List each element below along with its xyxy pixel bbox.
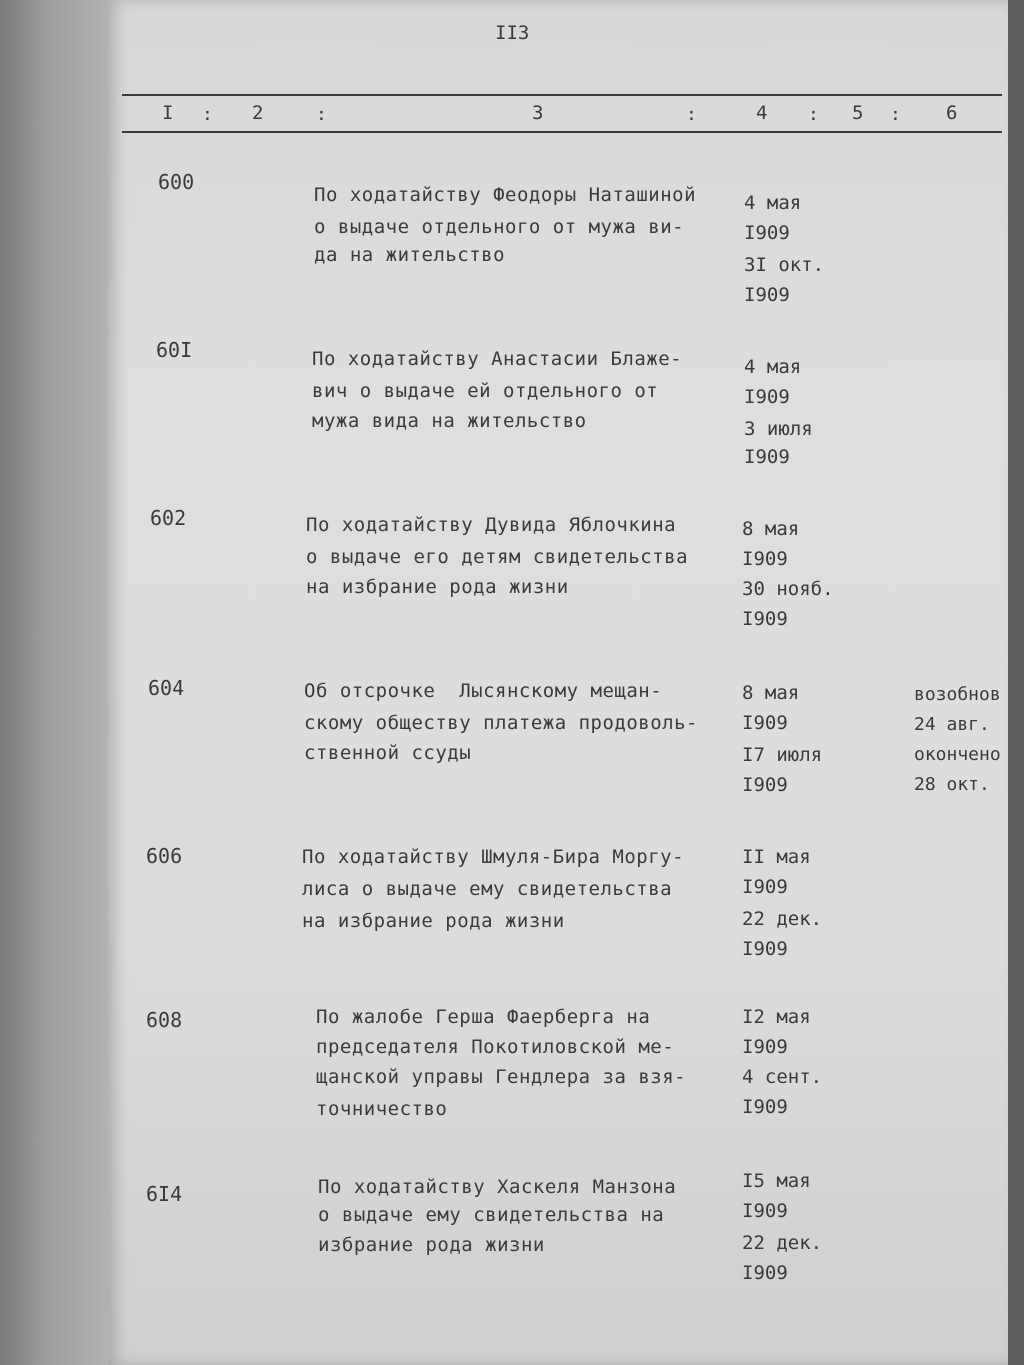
column-separator: : <box>686 104 697 125</box>
entry-start-date: 8 мая <box>742 682 800 704</box>
entry-note-line: 24 авг. <box>914 714 990 735</box>
entry-title-line: мужа вида на жительство <box>312 410 587 432</box>
entry-title-line: о выдаче ему свидетельства на <box>318 1204 665 1226</box>
entry-note-line: окончено <box>914 744 1001 765</box>
entry-start-date: I5 мая <box>742 1170 811 1192</box>
entry-number: 602 <box>150 506 187 530</box>
entry-start-date: 4 мая <box>744 192 802 214</box>
entry-start-year: I909 <box>742 876 788 898</box>
entry-end-date: 3I окт. <box>744 254 825 276</box>
entry-start-year: I909 <box>742 1036 788 1058</box>
entry-end-date: 3 июля <box>744 418 813 440</box>
entry-title-line: вич о выдаче ей отдельного от <box>312 380 659 402</box>
entry-end-date: I7 июля <box>742 744 823 766</box>
entry-title-line: По жалобе Герша Фаерберга на <box>316 1006 651 1028</box>
entry-title-line: на избрание рода жизни <box>302 910 565 932</box>
page-number: II3 <box>495 22 530 44</box>
entry-title-line: По ходатайству Феодоры Наташиной <box>314 184 697 206</box>
entry-end-year: I909 <box>744 446 790 468</box>
entry-title-line: точничество <box>316 1098 448 1120</box>
entry-start-year: I909 <box>742 548 788 570</box>
entry-title-line: По ходатайству Анастасии Блаже- <box>312 348 683 370</box>
column-header-5: 5 <box>852 102 864 124</box>
entry-note-line: возобнов <box>914 684 1001 705</box>
entry-number: 60I <box>156 338 193 362</box>
entry-end-date: 22 дек. <box>742 1232 823 1254</box>
entry-start-year: I909 <box>742 1200 788 1222</box>
book-binding-gutter <box>0 0 112 1365</box>
column-header-6: 6 <box>946 102 958 124</box>
entry-number: 608 <box>146 1008 183 1032</box>
entry-title-line: на избрание рода жизни <box>306 576 569 598</box>
entry-start-date: 4 мая <box>744 356 802 378</box>
entry-end-year: I909 <box>744 284 790 306</box>
column-separator: : <box>316 104 327 125</box>
page-edge-shadow <box>1008 0 1024 1365</box>
entry-start-year: I909 <box>742 712 788 734</box>
entry-title-line: скому обществу платежа продоволь- <box>304 712 698 734</box>
entry-end-year: I909 <box>742 608 788 630</box>
entry-start-date: I2 мая <box>742 1006 811 1028</box>
entry-number: 604 <box>148 676 185 700</box>
entry-end-year: I909 <box>742 774 788 796</box>
entry-end-year: I909 <box>742 1096 788 1118</box>
entry-title-line: о выдаче его детям свидетельства <box>306 546 689 568</box>
entry-title-line: По ходатайству Шмуля-Бира Моргу- <box>302 846 685 868</box>
entry-title-line: о выдаче отдельного от мужа ви- <box>314 216 685 238</box>
entry-title-line: да на жительство <box>314 244 506 266</box>
entry-start-date: 8 мая <box>742 518 800 540</box>
entry-title-line: Об отсрочке Лысянскому мещан- <box>304 680 663 702</box>
header-bottom-rule <box>122 131 1002 133</box>
entry-title-line: ственной ссуды <box>304 742 472 764</box>
entry-title-line: избрание рода жизни <box>318 1234 545 1256</box>
column-header-4: 4 <box>756 102 768 124</box>
entry-note-line: 28 окт. <box>914 774 990 795</box>
entry-title-line: председателя Покотиловской ме- <box>316 1036 675 1058</box>
column-separator: : <box>808 104 819 125</box>
header-top-rule <box>122 94 1002 96</box>
entry-start-date: II мая <box>742 846 811 868</box>
entry-end-date: 22 дек. <box>742 908 823 930</box>
column-header-3: 3 <box>532 102 544 124</box>
entry-end-year: I909 <box>742 938 788 960</box>
entry-title-line: лиса о выдаче ему свидетельства <box>302 878 673 900</box>
entry-number: 600 <box>158 170 195 194</box>
entry-number: 6I4 <box>146 1182 183 1206</box>
entry-title-line: По ходатайству Дувида Яблочкина <box>306 514 677 536</box>
entry-end-year: I909 <box>742 1262 788 1284</box>
column-separator: : <box>890 104 901 125</box>
entry-start-year: I909 <box>744 386 790 408</box>
entry-start-year: I909 <box>744 222 790 244</box>
column-header-2: 2 <box>252 102 264 124</box>
column-header-1: I <box>162 102 174 124</box>
entry-end-date: 4 сент. <box>742 1066 823 1088</box>
entry-title-line: щанской управы Гендлера за взя- <box>316 1066 687 1088</box>
entry-end-date: 30 нояб. <box>742 578 834 600</box>
entry-title-line: По ходатайству Хаскеля Манзона <box>318 1176 677 1198</box>
archive-page <box>108 0 1010 1365</box>
column-separator: : <box>202 104 213 125</box>
entry-number: 606 <box>146 844 183 868</box>
